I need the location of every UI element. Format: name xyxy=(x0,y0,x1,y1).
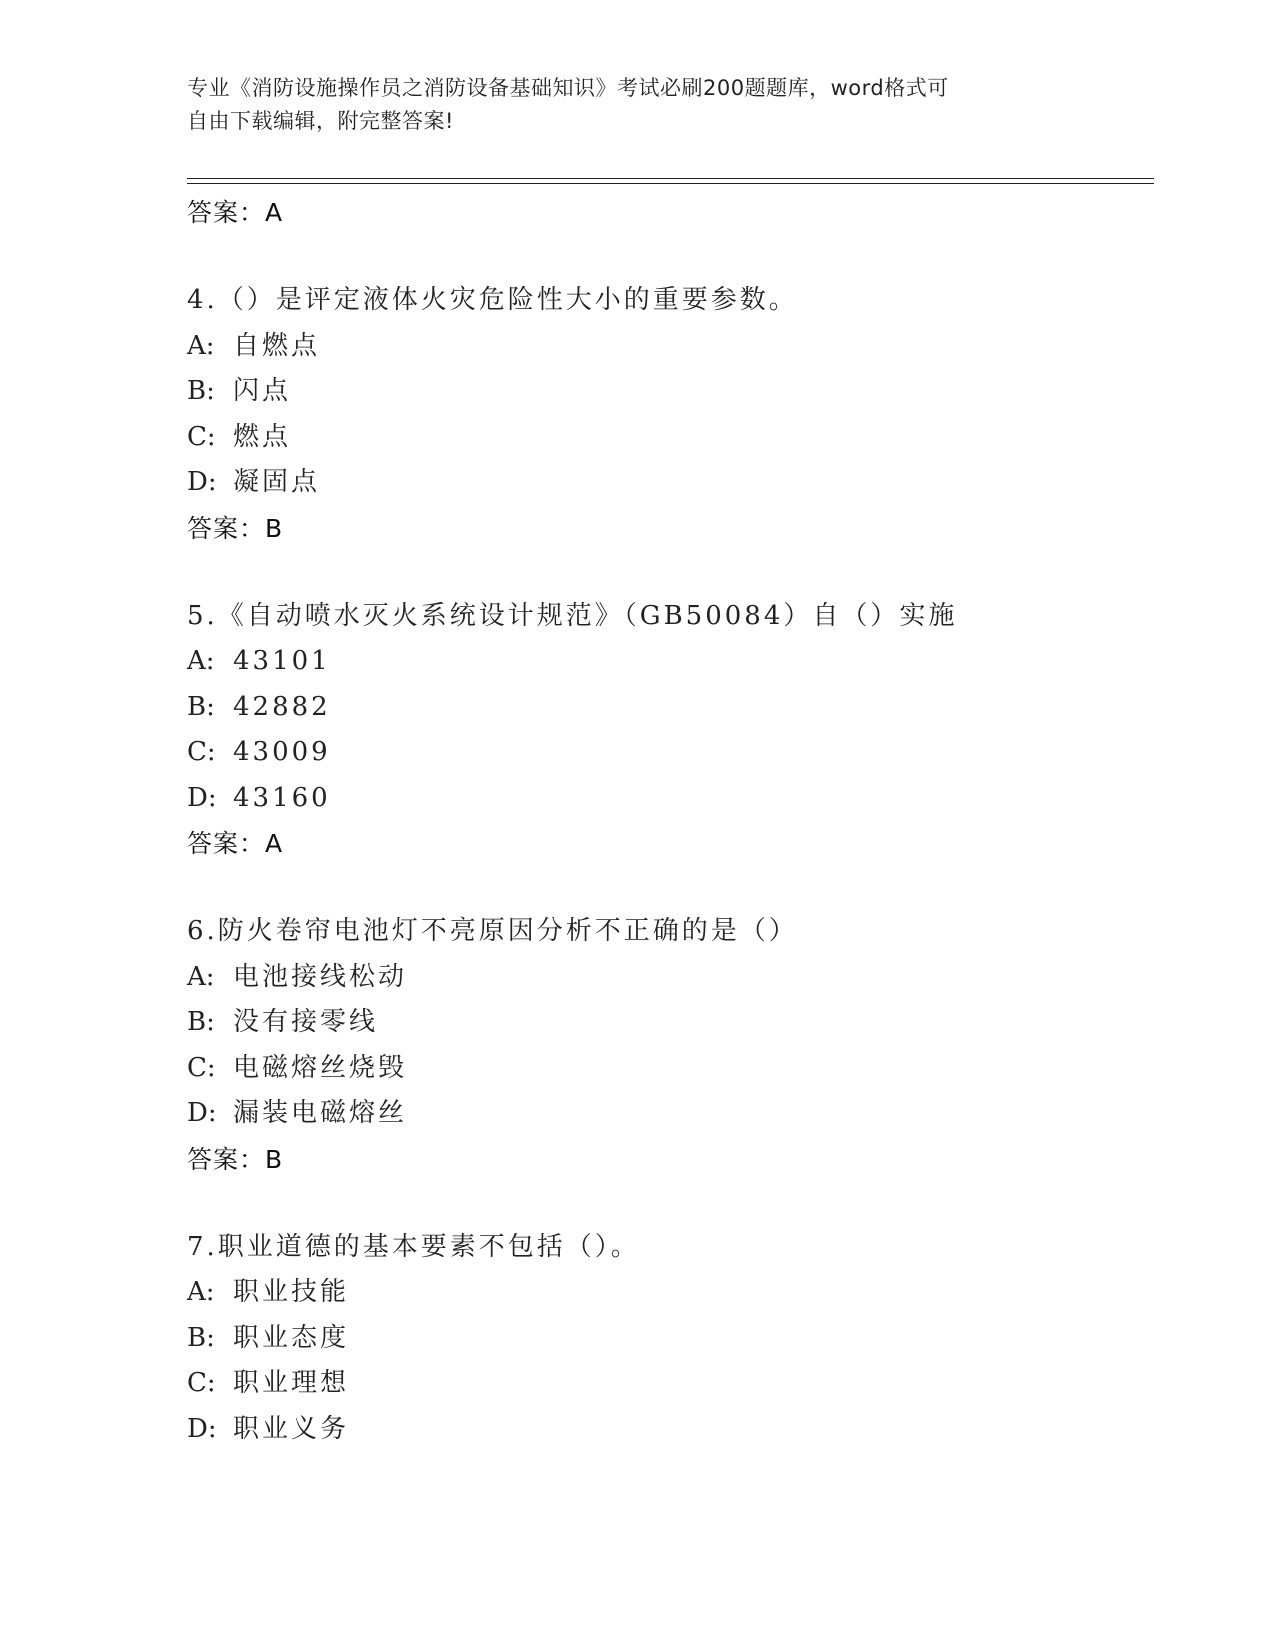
option-label: D: xyxy=(187,1098,217,1128)
option-label: B: xyxy=(187,691,215,722)
option-d xyxy=(187,460,1147,506)
option-text: 燃点 xyxy=(233,421,292,452)
question-block xyxy=(187,594,1147,867)
answer-line: 答案：B xyxy=(187,513,284,543)
question-list xyxy=(187,190,1147,1452)
option-a xyxy=(187,639,1147,685)
option-text: 43009 xyxy=(233,737,331,767)
answer-line: 答案：B xyxy=(187,1144,284,1174)
header-line-2: 自由下载编辑，附完整答案! xyxy=(187,109,454,133)
option-label: C: xyxy=(187,737,216,767)
option-c xyxy=(187,730,1147,776)
option-text: 42882 xyxy=(233,691,331,722)
option-label: D: xyxy=(187,782,217,813)
option-text: 职业理想 xyxy=(233,1368,350,1398)
option-a xyxy=(187,955,1147,1001)
option-text: 电磁熔丝烧毁 xyxy=(233,1052,408,1083)
option-label: A: xyxy=(187,646,215,676)
question-stem: 4.（）是评定液体火灾危险性大小的重要参数。 xyxy=(187,285,798,315)
option-text: 凝固点 xyxy=(233,467,321,497)
option-a xyxy=(187,324,1147,370)
option-d xyxy=(187,776,1147,822)
option-label: B: xyxy=(187,1007,215,1037)
option-text: 43160 xyxy=(233,782,331,813)
option-label: C: xyxy=(187,1368,216,1398)
option-text: 职业义务 xyxy=(233,1413,350,1444)
option-b xyxy=(187,685,1147,731)
option-a xyxy=(187,1270,1147,1316)
option-c xyxy=(187,1361,1147,1407)
option-label: B: xyxy=(187,1322,215,1353)
question-block xyxy=(187,1225,1147,1453)
option-text: 职业态度 xyxy=(233,1322,350,1353)
header-line-1: 专业《消防设施操作员之消防设备基础知识》考试必刷200题题库，word格式可 xyxy=(187,76,949,100)
header-divider-top xyxy=(187,178,1154,179)
option-b xyxy=(187,369,1147,415)
option-c xyxy=(187,415,1147,461)
option-label: A: xyxy=(187,330,215,361)
option-text: 闪点 xyxy=(233,376,292,406)
option-c xyxy=(187,1046,1147,1092)
question-block xyxy=(187,909,1147,1182)
option-label: A: xyxy=(187,1277,215,1307)
option-text: 职业技能 xyxy=(233,1277,350,1307)
option-d xyxy=(187,1091,1147,1137)
option-text: 电池接线松动 xyxy=(233,961,408,992)
option-label: A: xyxy=(187,961,215,992)
option-text: 自燃点 xyxy=(233,330,321,361)
document-header xyxy=(187,72,1067,138)
option-b xyxy=(187,1000,1147,1046)
option-text: 43101 xyxy=(233,646,331,676)
option-label: D: xyxy=(187,1413,217,1444)
option-label: C: xyxy=(187,421,216,452)
option-text: 没有接零线 xyxy=(233,1007,379,1037)
option-d xyxy=(187,1407,1147,1453)
option-label: C: xyxy=(187,1052,216,1083)
option-label: B: xyxy=(187,376,215,406)
question-stem: 5.《自动喷水灭火系统设计规范》（GB50084）自（）实施 xyxy=(187,600,958,631)
option-text: 漏装电磁熔丝 xyxy=(233,1098,408,1128)
answer-line: 答案：A xyxy=(187,829,284,858)
question-block xyxy=(187,278,1147,551)
option-b xyxy=(187,1316,1147,1362)
answer-line: 答案：A xyxy=(187,198,284,227)
header-divider-bottom xyxy=(187,183,1154,184)
option-label: D: xyxy=(187,467,217,497)
question-stem: 6.防火卷帘电池灯不亮原因分析不正确的是（） xyxy=(187,916,798,946)
question-stem: 7.职业道德的基本要素不包括（）。 xyxy=(187,1231,640,1262)
